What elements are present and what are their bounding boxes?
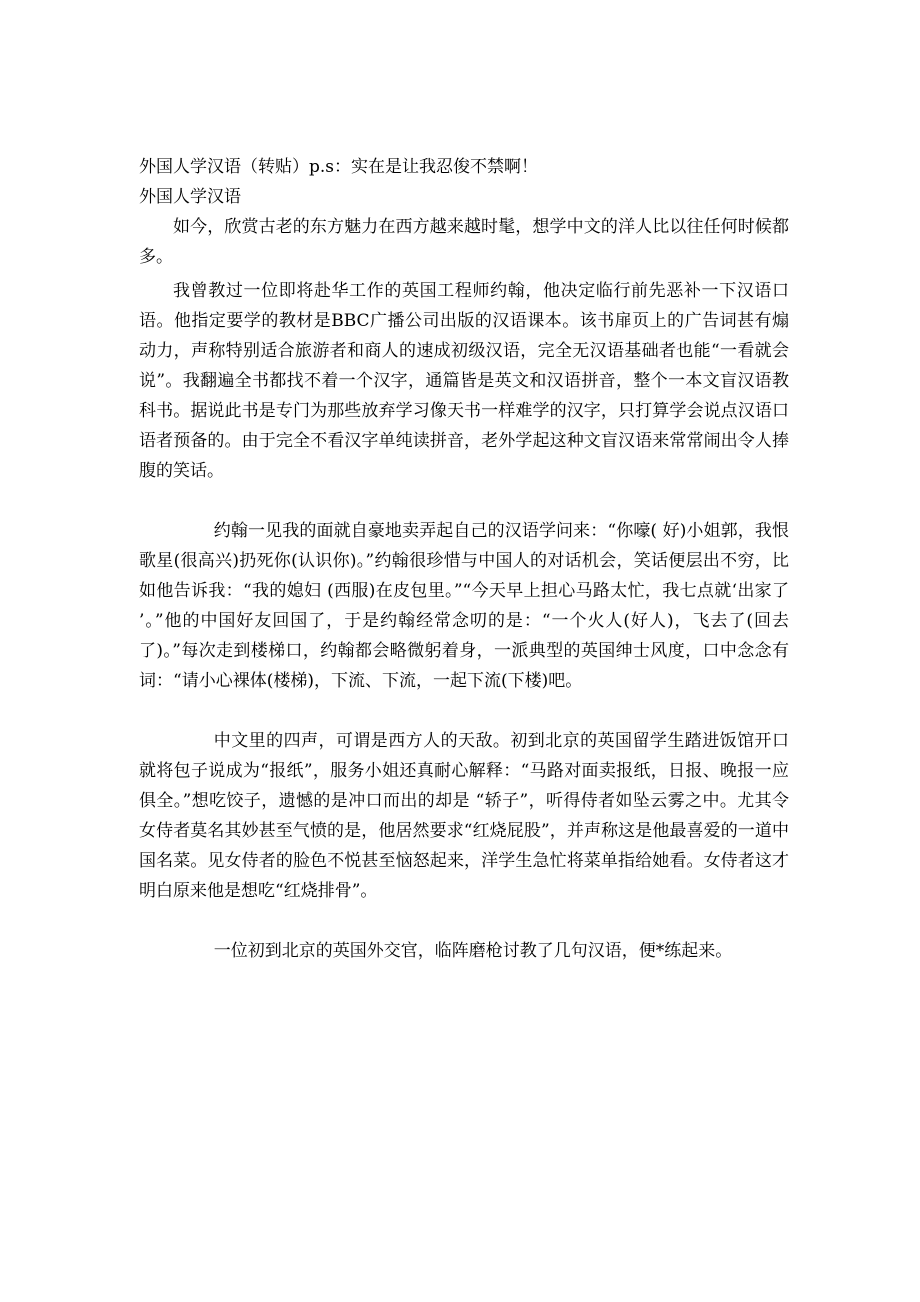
document-subtitle: 外国人学汉语 (139, 187, 241, 207)
paragraph-intro: 如今，欣赏古老的东方魅力在西方越来越时髦，想学中文的洋人比以往任何时候都多。 (139, 217, 789, 267)
document-page (139, 152, 789, 966)
document-title: 外国人学汉语（转贴）p.s：实在是让我忍俊不禁啊！ (139, 157, 539, 177)
blank-line (139, 696, 789, 726)
paragraph-john-jokes: 约翰一见我的面就自豪地卖弄起自己的汉语学问来：“你嚎( 好)小姐郭，我恨歌星(很高兴)扔死你(认识你)。”约翰很珍惜与中国人的对话机会，笑话便层出不穷，比如他告诉我：“我的媳妇 (西服)在皮包里。”“今天早上担心马路太忙，我七点就‘出家了 ’。”他的中国好友回国了，于是约翰经常念叨的是：“一个火人(好人)，飞去了(回去了)。”每次走到楼梯口，约翰都会略微躬着身，一派典型的英国绅士风度，口中念念有词：“请小心裸体(楼梯)，下流、下流，一起下流(下楼)吧。 (139, 521, 789, 691)
blank-line (139, 486, 789, 516)
paragraph-textbook: 我曾教过一位即将赴华工作的英国工程师约翰，他决定临行前先恶补一下汉语口语。他指定要学的教材是BBC广播公司出版的汉语课本。该书扉页上的广告词甚有煽动力，声称特别适合旅游者和商人的速成初级汉语，完全无汉语基础者也能“一看就会说”。我翻遍全书都找不着一个汉字，通篇皆是英文和汉语拼音，整个一本文盲汉语教科书。据说此书是专门为那些放弃学习像天书一样难学的汉字，只打算学会说点汉语口语者预备的。由于完全不看汉字单纯读拼音，老外学起这种文盲汉语来常常闹出令人捧腹的笑话。 (139, 281, 789, 481)
paragraph-four-tones: 中文里的四声，可谓是西方人的天敌。初到北京的英国留学生踏进饭馆开口就将包子说成为“报纸”，服务小姐还真耐心解释：“马路对面卖报纸，日报、晚报一应俱全。”想吃饺子，遗憾的是冲口而出的却是 “轿子”，听得侍者如坠云雾之中。尤其令女侍者莫名其妙甚至气愤的是，他居然要求“红烧屁股”，并声称这是他最喜爱的一道中国名菜。见女侍者的脸色不悦甚至恼怒起来，洋学生急忙将菜单指给她看。女侍者这才明白原来他是想吃“红烧排骨”。 (139, 731, 789, 901)
paragraph-diplomat: 一位初到北京的英国外交官，临阵磨枪讨教了几句汉语，便*练起来。 (213, 941, 733, 961)
blank-line (139, 906, 789, 936)
